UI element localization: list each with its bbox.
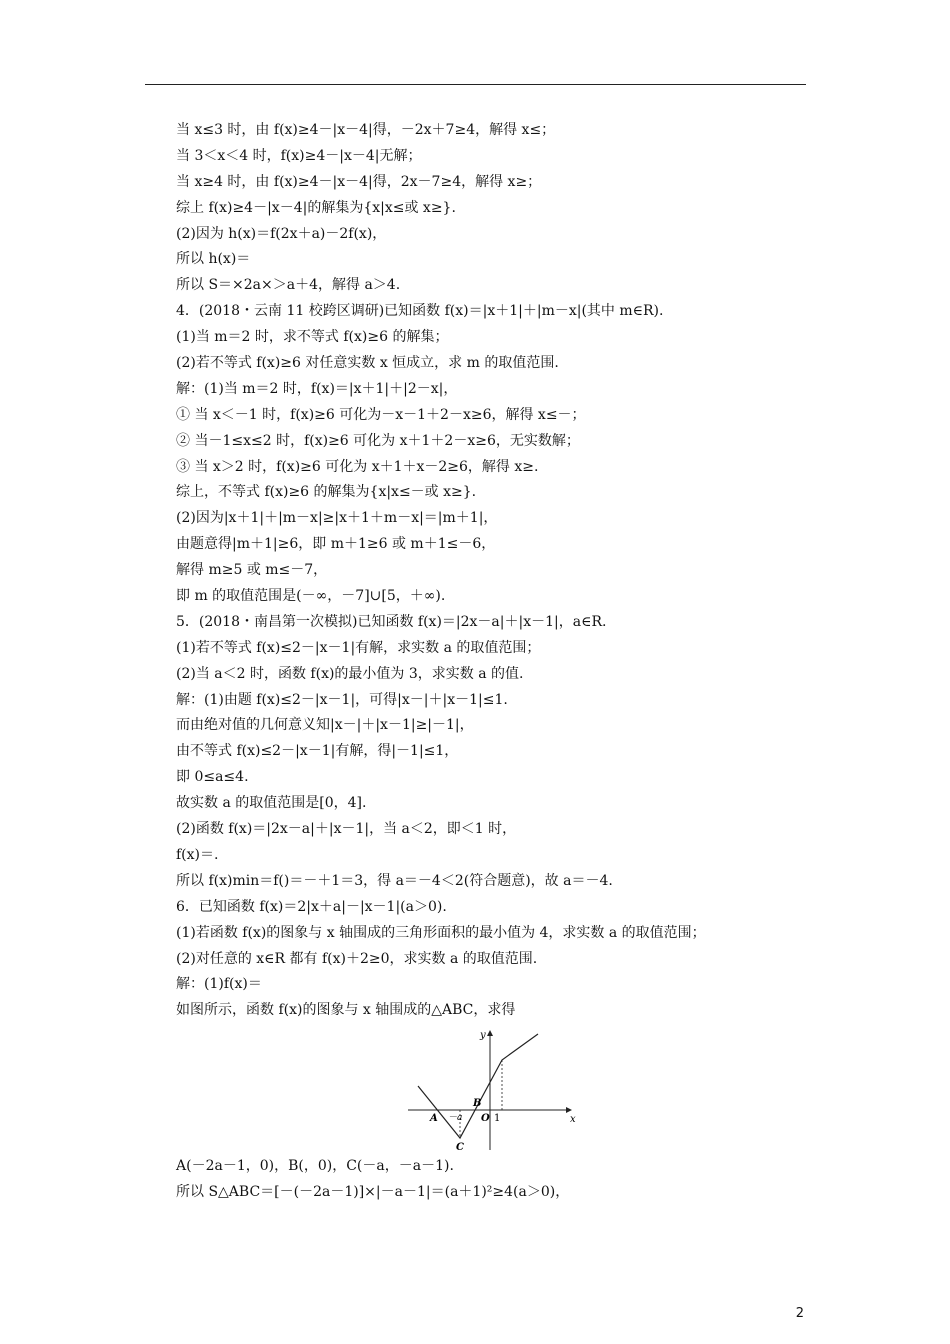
text-line: 而由绝对值的几何意义知|x－|＋|x－1|≥|－1|， — [176, 717, 474, 734]
text-line: (2)因为 h(x)＝f(2x＋a)－2f(x)， — [176, 225, 387, 242]
point-a-label: A — [430, 1113, 438, 1125]
text-line: 6．已知函数 f(x)＝2|x＋a|－|x－1|(a＞0). — [176, 898, 447, 915]
text-line: 即 0≤a≤4. — [176, 769, 249, 786]
y-axis-arrow — [487, 1030, 493, 1036]
text-line: 所以 f(x)min＝f()＝－＋1＝3，得 a＝－4＜2(符合题意)，故 a＝－4. — [176, 872, 613, 889]
text-line: ① 当 x＜－1 时，f(x)≥6 可化为－x－1＋2－x≥6，解得 x≤－； — [176, 406, 586, 423]
point-c-label: C — [456, 1142, 464, 1154]
text-line: 解：(1)由题 f(x)≤2－|x－1|，可得|x－|＋|x－1|≤1. — [176, 691, 508, 708]
text-line: 解：(1)当 m＝2 时，f(x)＝|x＋1|＋|2－x|， — [176, 380, 458, 397]
text-line: 综上 f(x)≥4－|x－4|的解集为{x|x≤或 x≥}. — [176, 199, 456, 216]
text-line: (2)因为|x＋1|＋|m－x|≥|x＋1＋m－x|＝|m＋1|， — [176, 510, 498, 527]
text-line: 综上，不等式 f(x)≥6 的解集为{x|x≤－或 x≥}. — [176, 484, 477, 501]
text-line: 5．(2018・南昌第一次模拟)已知函数 f(x)＝|2x－a|＋|x－1|，a∈R. — [176, 613, 607, 630]
text-line: 当 x≤3 时，由 f(x)≥4－|x－4|得，－2x＋7≥4，解得 x≤； — [176, 122, 556, 138]
text-line: (2)当 a＜2 时，函数 f(x)的最小值为 3，求实数 a 的值. — [176, 665, 524, 682]
graph-svg — [406, 1024, 576, 1154]
text-line: 由题意得|m＋1|≥6，即 m＋1≥6 或 m＋1≤－6， — [176, 536, 496, 553]
y-axis-label: y — [480, 1030, 486, 1042]
tick-neg-a-label: －a — [448, 1113, 463, 1124]
text-line: (1)若函数 f(x)的图象与 x 轴围成的三角形面积的最小值为 4，求实数 a 的取值范围； — [176, 924, 706, 941]
text-line: 所以 S△ABC＝[－(－2a－1)]×|－a－1|＝(a＋1)²≥4(a＞0)， — [176, 1184, 570, 1201]
text-line: (2)函数 f(x)＝|2x－a|＋|x－1|，当 a＜2，即＜1 时， — [176, 821, 517, 838]
text-line: 当 3＜x＜4 时，f(x)≥4－|x－4|无解； — [176, 147, 422, 164]
text-line: 4．(2018・云南 11 校跨区调研)已知函数 f(x)＝|x＋1|＋|m－x|(其中 m∈R). — [176, 303, 664, 320]
text-line: 所以 h(x)＝ — [176, 251, 251, 268]
header-rule — [145, 84, 806, 85]
x-axis-label: x — [570, 1114, 576, 1126]
function-graph-figure — [176, 1024, 816, 1154]
text-line: (2)对任意的 x∈R 都有 f(x)＋2≥0，求实数 a 的取值范围. — [176, 950, 538, 967]
text-line: 解得 m≥5 或 m≤－7， — [176, 562, 328, 579]
text-block-before-figure — [176, 118, 816, 1024]
text-line: ③ 当 x＞2 时，f(x)≥6 可化为 x＋1＋x－2≥6，解得 x≥. — [176, 458, 539, 475]
text-line: 所以 S＝×2a×＞a＋4，解得 a＞4. — [176, 277, 401, 294]
text-line: 解：(1)f(x)＝ — [176, 976, 262, 993]
page-body — [176, 118, 816, 1206]
text-line: A(－2a－1，0)，B(，0)，C(－a，－a－1). — [176, 1158, 454, 1175]
text-line: (1)若不等式 f(x)≤2－|x－1|有解，求实数 a 的取值范围； — [176, 639, 541, 656]
text-line: 即 m 的取值范围是(－∞，－7]∪[5，＋∞). — [176, 588, 446, 605]
text-line: (2)若不等式 f(x)≥6 对任意实数 x 恒成立，求 m 的取值范围. — [176, 355, 559, 372]
origin-label: O — [481, 1113, 490, 1125]
text-line: (1)当 m＝2 时，求不等式 f(x)≥6 的解集； — [176, 329, 449, 346]
tick-one-label: 1 — [494, 1113, 501, 1125]
text-line: f(x)＝. — [176, 846, 219, 863]
x-axis-arrow — [566, 1107, 572, 1113]
page-number: 2 — [795, 1306, 804, 1321]
text-line: 如图所示，函数 f(x)的图象与 x 轴围成的△ABC，求得 — [176, 1002, 516, 1019]
point-b-label: B — [473, 1098, 482, 1110]
text-line: ② 当－1≤x≤2 时，f(x)≥6 可化为 x＋1＋2－x≥6，无实数解； — [176, 432, 580, 449]
text-block-after-figure — [176, 1154, 816, 1206]
text-line: 由不等式 f(x)≤2－|x－1|有解，得|－1|≤1， — [176, 743, 459, 760]
text-line: 故实数 a 的取值范围是[0，4]. — [176, 795, 367, 812]
text-line: 当 x≥4 时，由 f(x)≥4－|x－4|得，2x－7≥4，解得 x≥； — [176, 173, 542, 190]
